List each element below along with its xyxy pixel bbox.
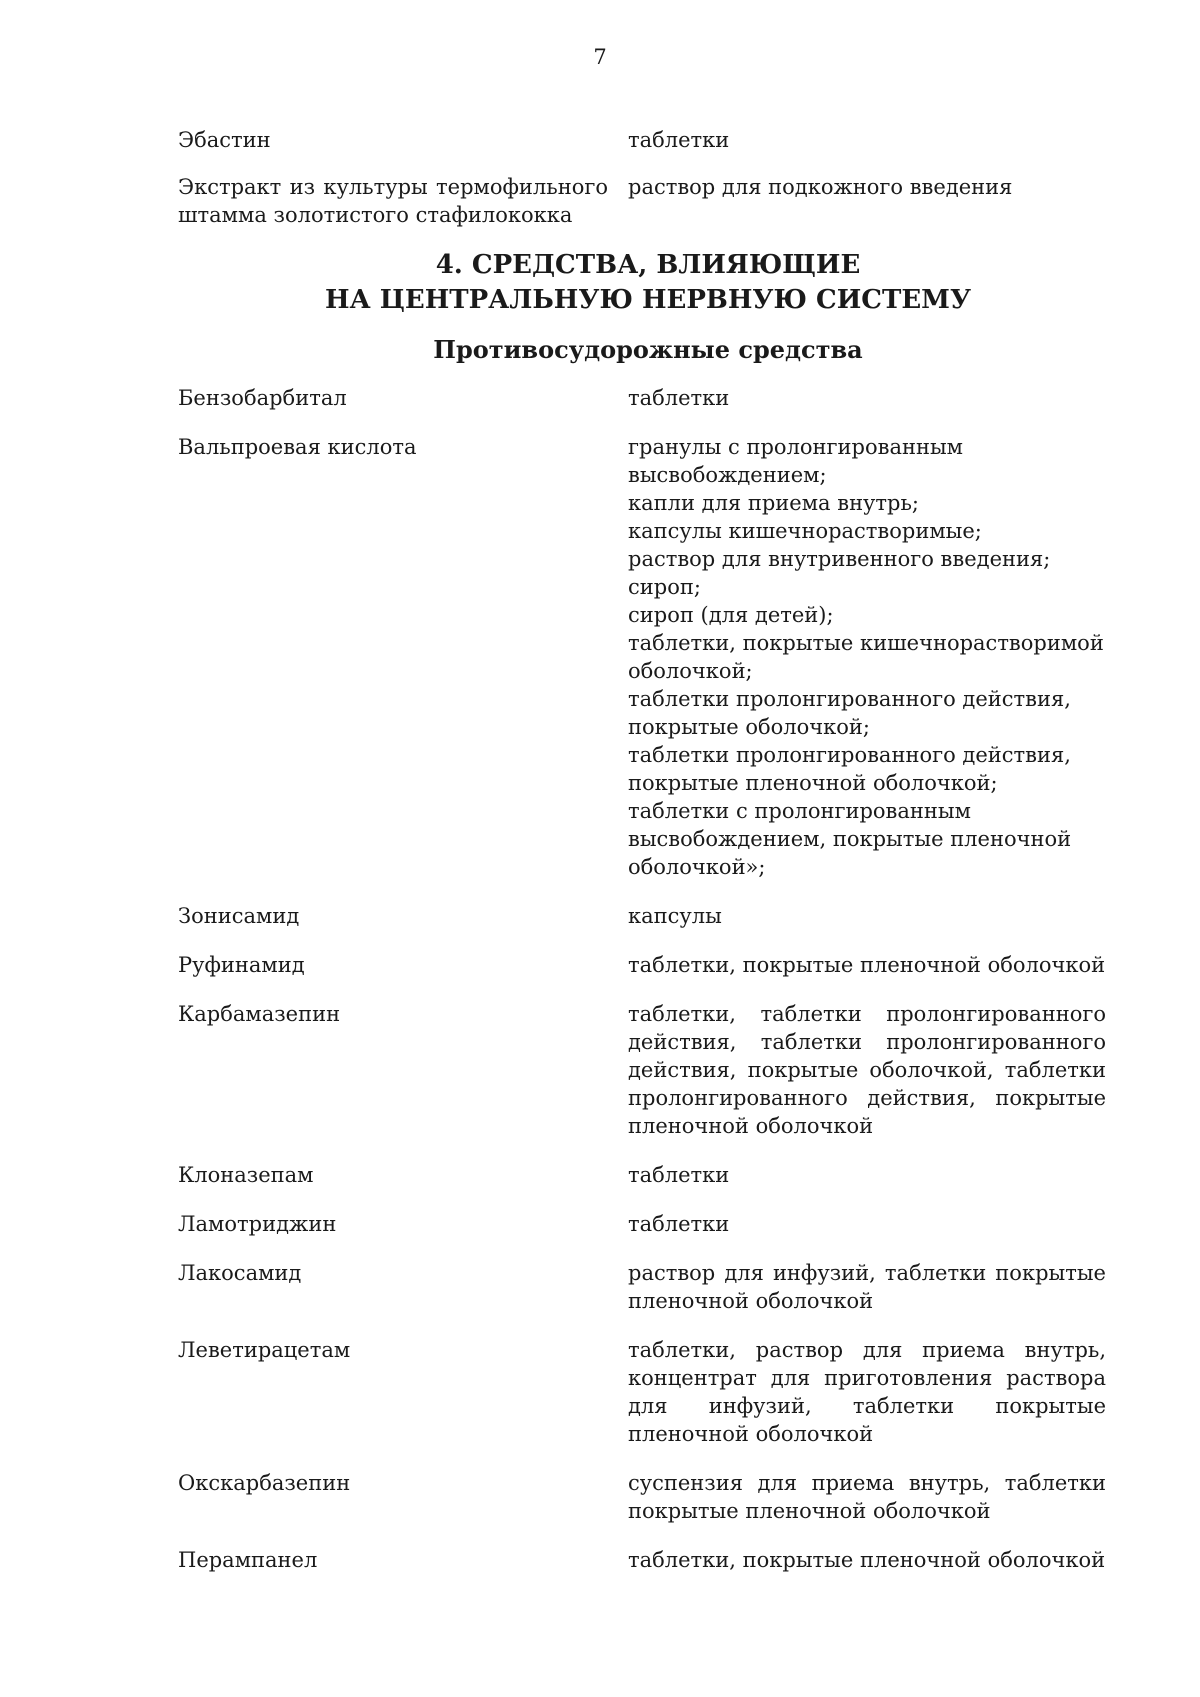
drug-form: сироп (для детей); (628, 603, 834, 627)
drug-name: Клоназепам (178, 1163, 314, 1187)
table-row (178, 173, 1128, 229)
drug-form: таблетки, раствор для приема внутрь, концентрат для приготовления раствора для инфузий, таблетки покрытые пленочной оболочкой (628, 1338, 1106, 1446)
table-row (178, 1210, 1128, 1238)
drug-form: таблетки (628, 1212, 730, 1236)
table-row (178, 126, 1128, 154)
drug-name: Зонисамид (178, 904, 300, 928)
drug-name: Ламотриджин (178, 1212, 337, 1236)
drug-form: таблетки пролонгированного действия, покрытые пленочной оболочкой; (628, 743, 1071, 795)
drug-name: Руфинамид (178, 953, 305, 977)
table-row (178, 1546, 1128, 1574)
drug-form: таблетки, таблетки пролонгированного действия, таблетки пролонгированного действия, покрытые оболочкой, таблетки пролонгированного действия, покрытые пленочной оболочкой (628, 1002, 1106, 1138)
section-title-line: 4. СРЕДСТВА, ВЛИЯЮЩИЕ (435, 250, 861, 280)
section-title-line: НА ЦЕНТРАЛЬНУЮ НЕРВНУЮ СИСТЕМУ (324, 285, 972, 315)
page-number: 7 (593, 45, 607, 69)
drug-forms (628, 1469, 1106, 1525)
drug-form: таблетки (628, 1163, 730, 1187)
table-row (178, 1259, 1128, 1315)
table-row (178, 433, 1128, 881)
drug-form: раствор для внутривенного введения; (628, 547, 1051, 571)
drug-forms (628, 384, 1106, 412)
drug-forms (628, 173, 1106, 229)
table-row (178, 1336, 1128, 1448)
drug-form: суспензия для приема внутрь, таблетки покрытые пленочной оболочкой (628, 1471, 1106, 1523)
drug-form: раствор для инфузий, таблетки покрытые пленочной оболочкой (628, 1261, 1106, 1313)
table-row (178, 951, 1128, 979)
table-row (178, 1000, 1128, 1140)
table-row (178, 1161, 1128, 1189)
drug-forms (628, 951, 1106, 979)
drug-name: Вальпроевая кислота (178, 435, 417, 459)
drug-name: Бензобарбитал (178, 386, 347, 410)
drug-name: Окскарбазепин (178, 1471, 351, 1495)
drug-forms (628, 1210, 1106, 1238)
table-row (178, 1469, 1128, 1525)
drug-name: Леветирацетам (178, 1338, 351, 1362)
drug-forms (628, 1546, 1106, 1574)
subsection-title: Противосудорожные средства (433, 335, 863, 364)
drug-forms (628, 1259, 1106, 1315)
drug-form: таблетки (628, 128, 730, 152)
drug-form: раствор для подкожного введения (628, 175, 1013, 199)
drug-form: таблетки, покрытые пленочной оболочкой (628, 1548, 1106, 1572)
drug-form: таблетки с пролонгированным высвобождением, покрытые пленочной оболочкой»; (628, 799, 1072, 879)
document-content (178, 126, 1128, 1595)
table-row (178, 384, 1128, 412)
drug-forms (628, 1161, 1106, 1189)
drug-forms (628, 1000, 1106, 1140)
drug-forms (628, 1336, 1106, 1448)
drug-form: таблетки пролонгированного действия, покрытые оболочкой; (628, 687, 1071, 739)
drug-form: капсулы (628, 904, 722, 928)
drug-form: капли для приема внутрь; (628, 491, 919, 515)
drug-form: таблетки (628, 386, 730, 410)
section-title (178, 248, 1128, 318)
drug-form: капсулы кишечнорастворимые; (628, 519, 982, 543)
drug-name: Лакосамид (178, 1261, 302, 1285)
drug-form: гранулы с пролонгированным высвобождением; (628, 435, 964, 487)
drug-form: таблетки, покрытые кишечнорастворимой оболочкой; (628, 631, 1104, 683)
drug-name: Перампанел (178, 1548, 318, 1572)
drug-name: Экстракт из культуры термофильного штамма золотистого стафилококка (178, 175, 608, 227)
table-row (178, 902, 1128, 930)
drug-name: Эбастин (178, 128, 271, 152)
drug-form: сироп; (628, 575, 701, 599)
drug-name: Карбамазепин (178, 1002, 341, 1026)
drug-form: таблетки, покрытые пленочной оболочкой (628, 953, 1106, 977)
drug-forms (628, 126, 1106, 154)
drug-forms (628, 433, 1106, 881)
drug-forms (628, 902, 1106, 930)
